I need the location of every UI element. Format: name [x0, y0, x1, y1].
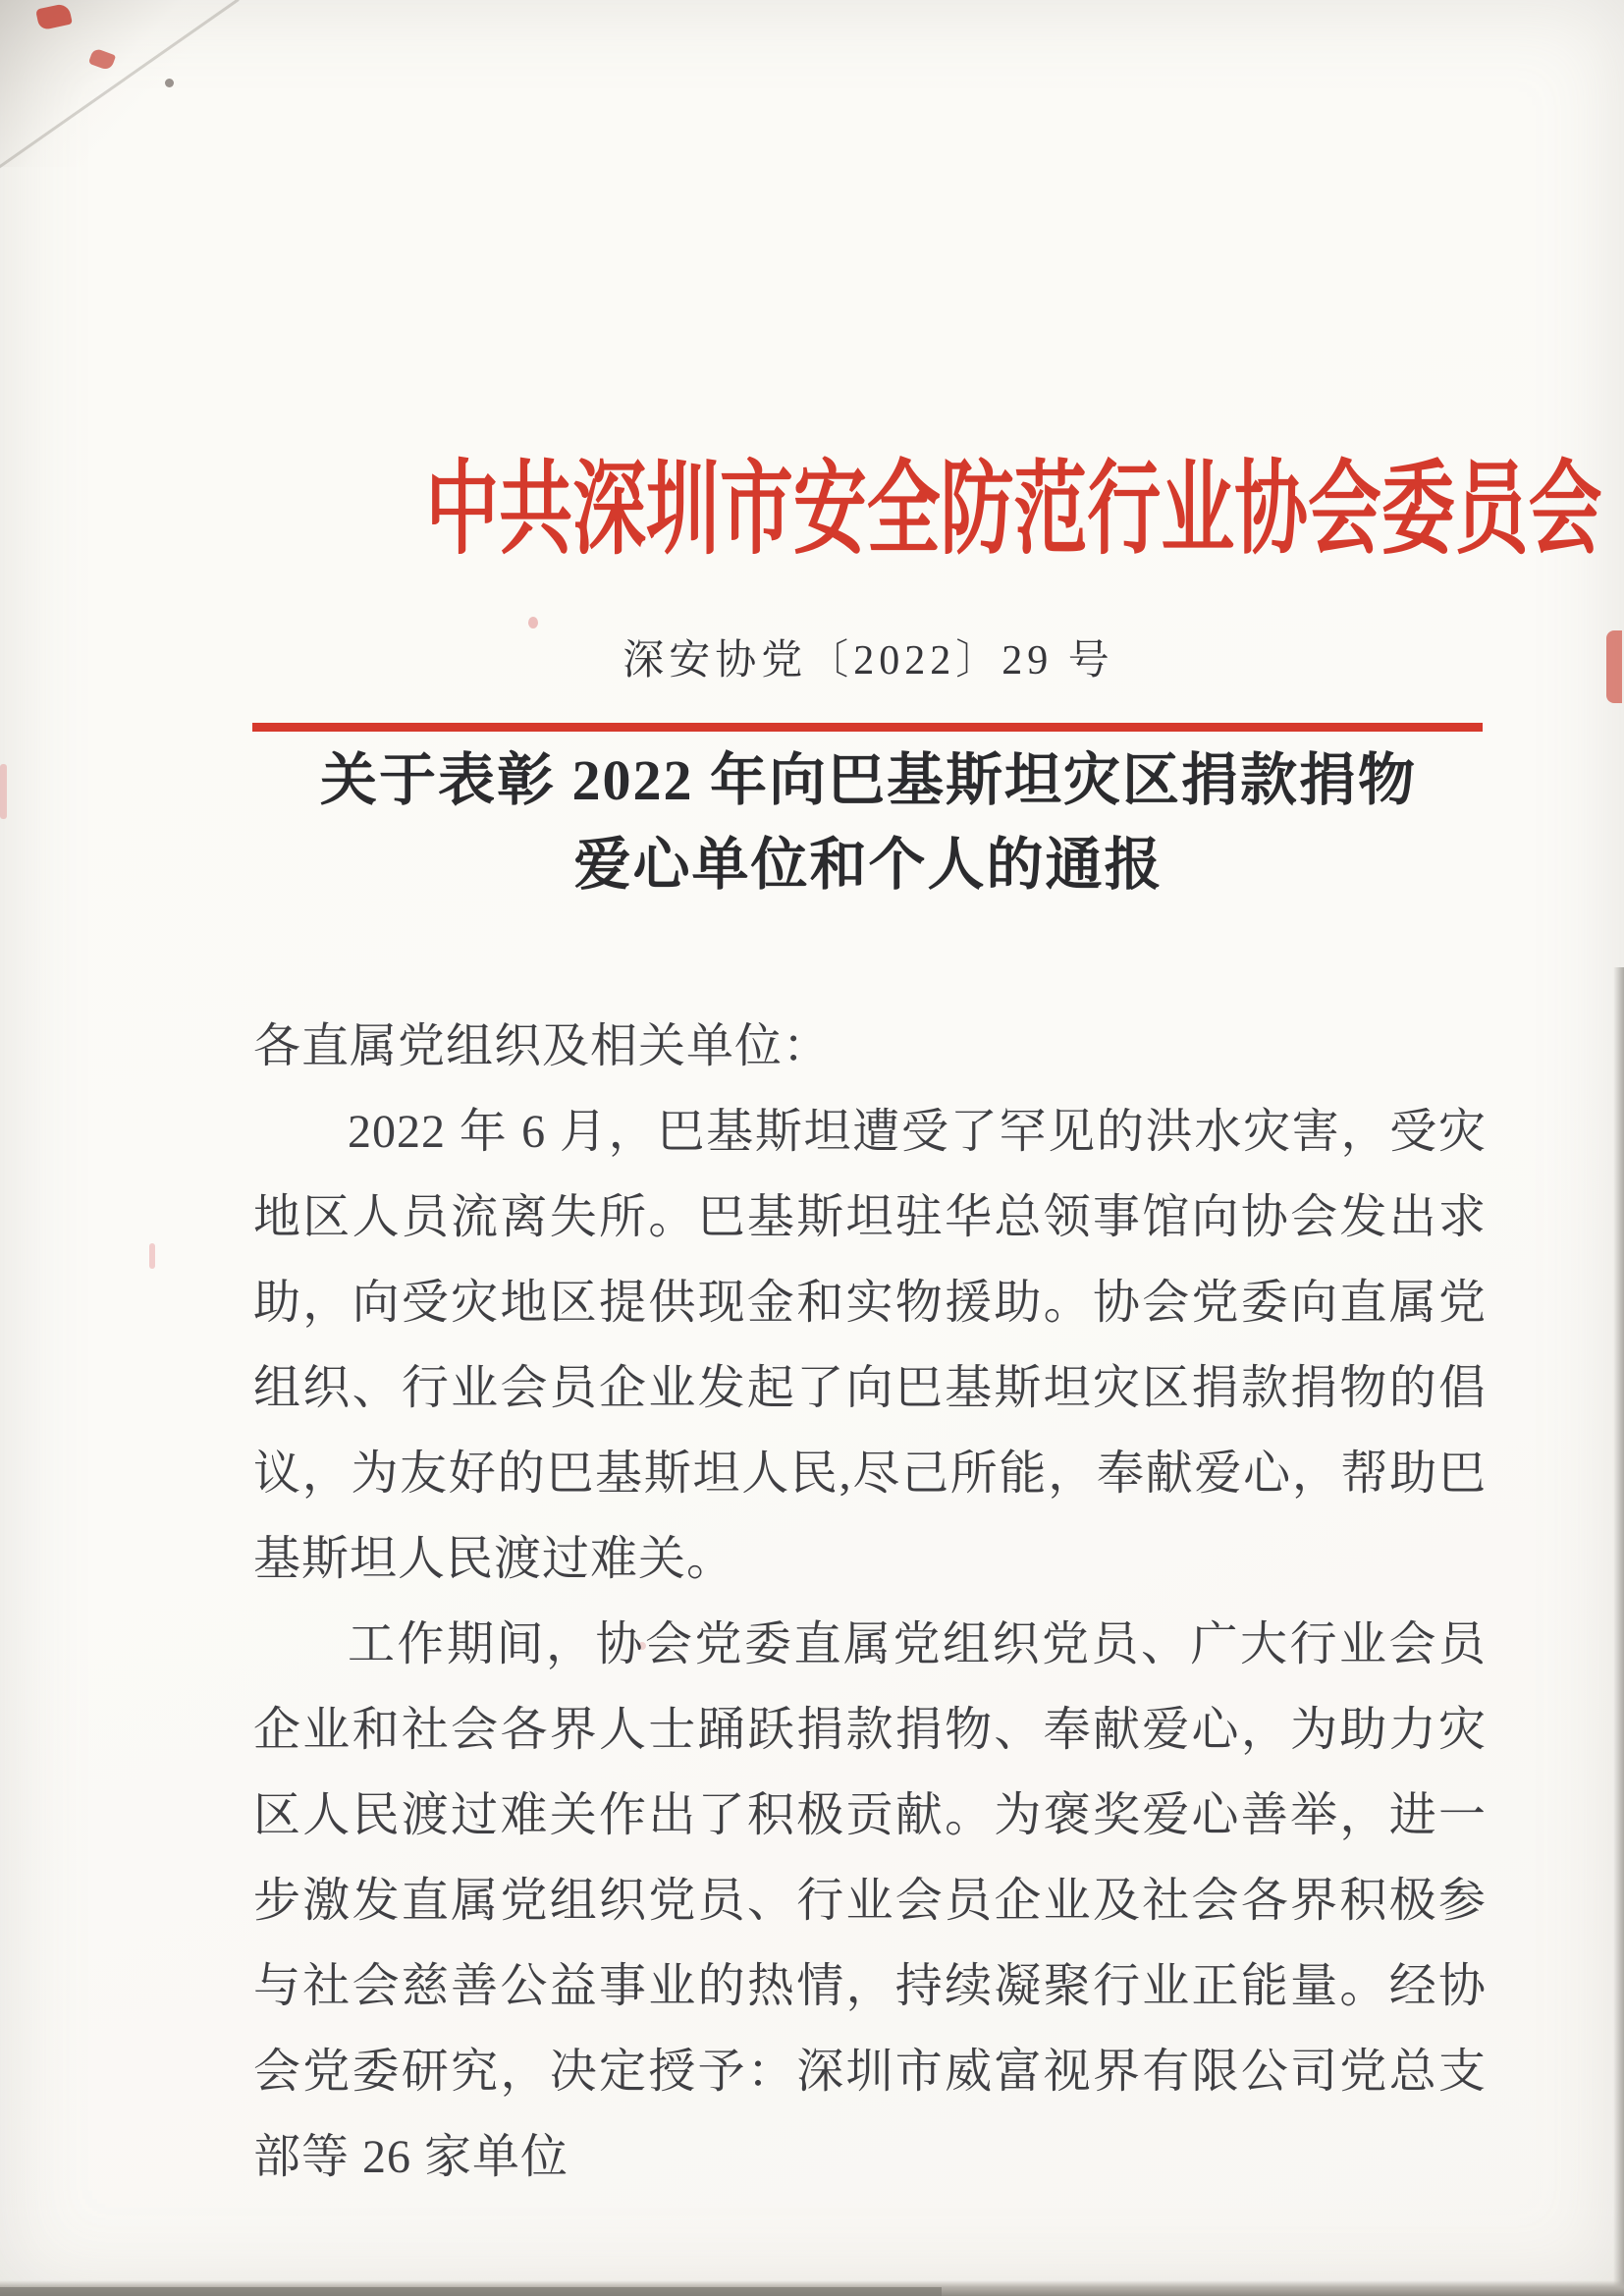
body-paragraph-1: 2022 年 6 月，巴基斯坦遭受了罕见的洪水灾害，受灾地区人员流离失所。巴基斯坦驻华总领事馆向协会发出求助，向受灾地区提供现金和实物援助。协会党委向直属党组织、行业会员企业发起了向巴基斯坦灾区捐款捐物的倡议，为友好的巴基斯坦人民,尽己所能，奉献爱心，帮助巴基斯坦人民渡过难关。 [253, 1106, 1487, 1585]
document-issuer-header: 中共深圳市安全防范行业协会委员会 [425, 454, 1602, 567]
document-title [253, 738, 1484, 907]
document-body [253, 1004, 1487, 2200]
body-paragraph-2: 工作期间，协会党委直属党组织党员、广大行业会员企业和社会各界人士踊跃捐款捐物、奉献爱心，为助力灾区人民渡过难关作出了积极贡献。为褒奖爱心善举，进一步激发直属党组织党员、行业会员企业及社会各界积极参与社会慈善公益事业的热情，持续凝聚行业正能量。经协会党委研究，决定授予：深圳市威富视界有限公司党总支部等 26 家单位 [253, 1618, 1487, 2183]
dark-speck-artifact [165, 79, 174, 87]
paper-bottom-edge-dark [0, 2287, 942, 2296]
red-divider-line [252, 723, 1483, 732]
pink-speck-artifact [0, 764, 7, 819]
document-title-line1: 关于表彰 2022 年向巴基斯坦灾区捐款捐物 [319, 748, 1417, 812]
document-title-line2: 爱心单位和个人的通报 [573, 833, 1164, 897]
document-number: 深安协党〔2022〕29 号 [623, 638, 1114, 683]
paper-right-edge-shadow [1613, 967, 1624, 2296]
salutation-line: 各直属党组织及相关单位： [253, 1020, 832, 1072]
pink-speck-artifact [149, 1243, 155, 1269]
red-edge-smudge-artifact [1606, 630, 1622, 703]
pink-speck-artifact [528, 617, 538, 629]
